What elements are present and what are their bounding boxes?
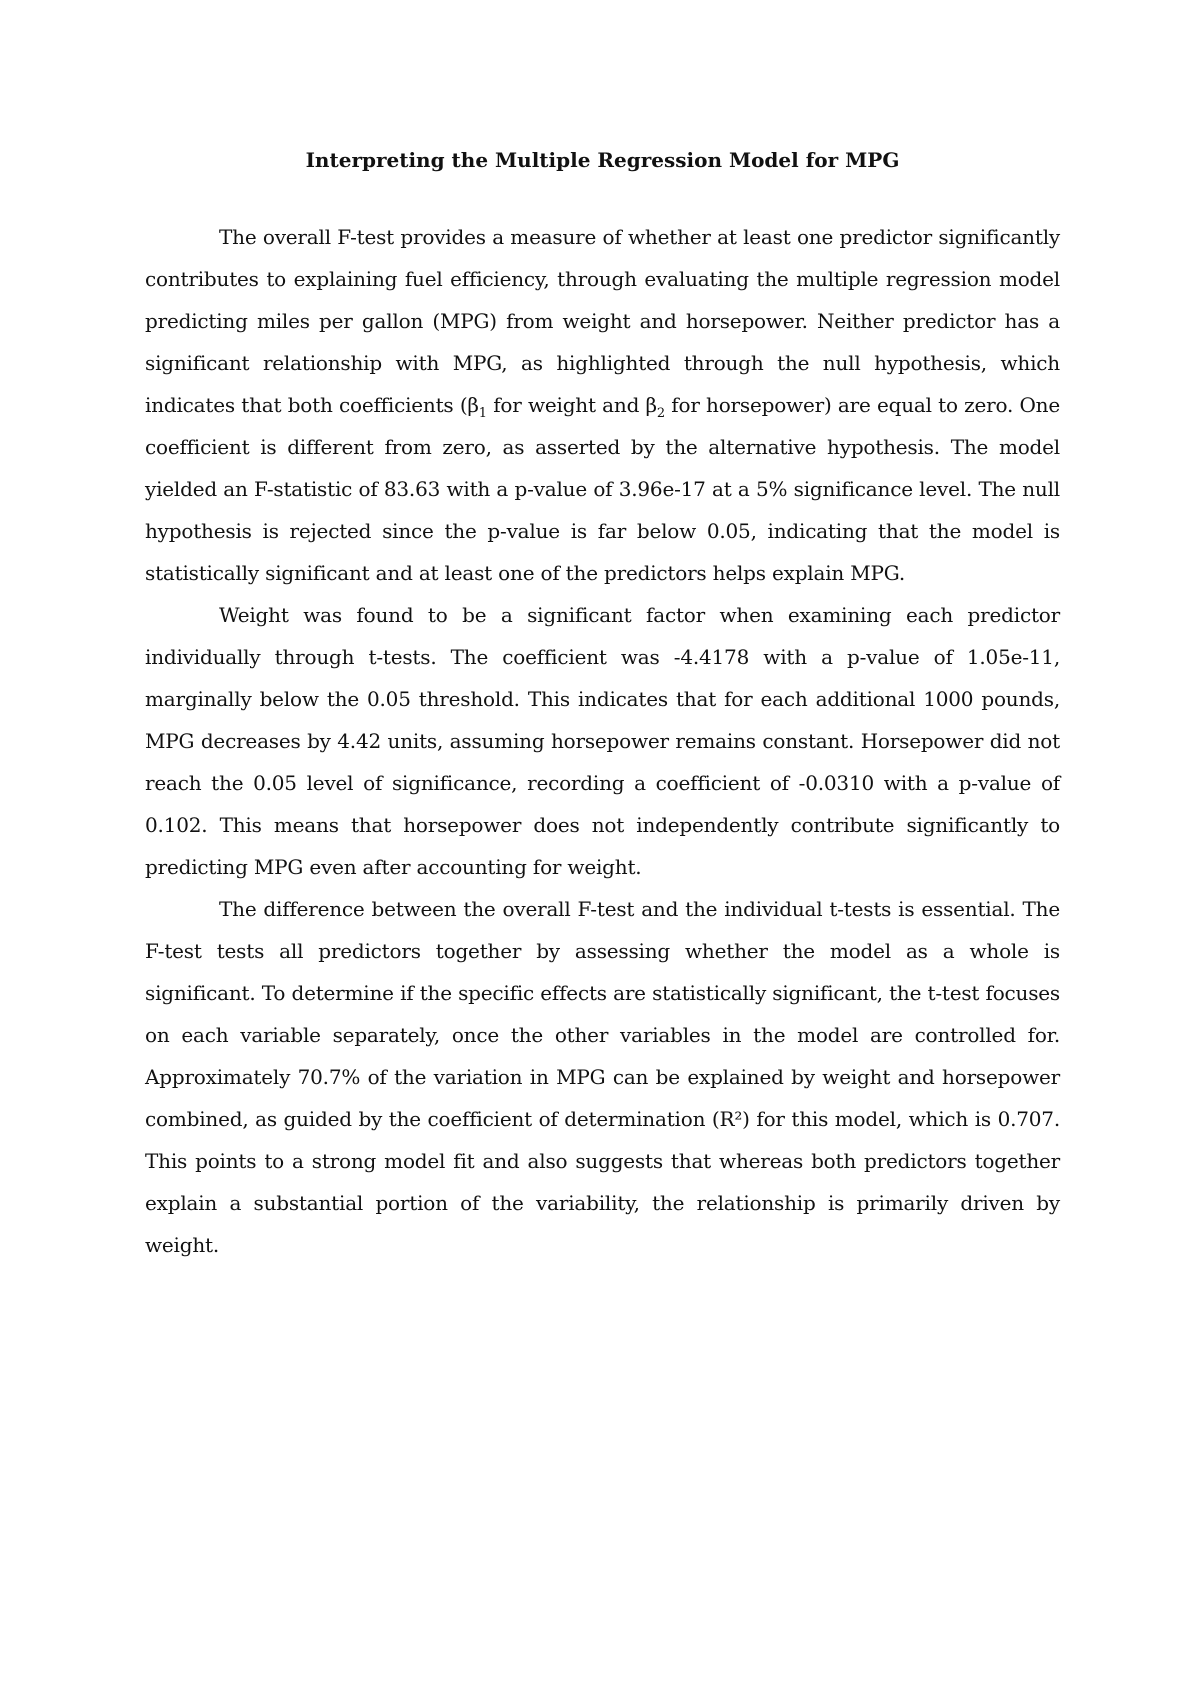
- paragraph-f-test-part-3: for horsepower) are equal to zero. One coefficient is different from zero, as asserted by the alternative hypothesis. The model yielded an F-statistic of 83.63 with a p-value of 3.96e-17 at a 5% significance level. The null hypothesis is rejected since the p-value is far below 0.05, indicating that the model is statistically significant and at least one of the predictors helps explain MPG.: [145, 393, 1060, 585]
- document-title: Interpreting the Multiple Regression Model for MPG: [305, 148, 900, 172]
- beta-1-subscript: 1: [478, 406, 487, 421]
- document-page: [145, 140, 1060, 1266]
- paragraph-f-test: [145, 216, 1060, 594]
- beta-2-subscript: 2: [656, 406, 665, 421]
- paragraph-f-test-part-2: for weight and β: [486, 393, 657, 417]
- paragraph-f-test-part-1: The overall F-test provides a measure of whether at least one predictor significantly contributes to explaining fuel efficiency, through evaluating the multiple regression model predicting miles per gallon (MPG) from weight and horsepower. Neither predictor has a significant relationship with MPG, as highlighted through the null hypothesis, which indicates that both coefficients (β: [145, 225, 1060, 417]
- paragraph-t-tests: Weight was found to be a significant factor when examining each predictor individually through t-tests. The coefficient was -4.4178 with a p-value of 1.05e-11, marginally below the 0.05 threshold. This indicates that for each additional 1000 pounds, MPG decreases by 4.42 units, assuming horsepower remains constant. Horsepower did not reach the 0.05 level of significance, recording a coefficient of -0.0310 with a p-value of 0.102. This means that horsepower does not independently contribute significantly to predicting MPG even after accounting for weight.: [145, 603, 1060, 879]
- paragraph-comparison: The difference between the overall F-test and the individual t-tests is essential. The F-test tests all predictors together by assessing whether the model as a whole is significant. To determine if the specific effects are statistically significant, the t-test focuses on each variable separately, once the other variables in the model are controlled for. Approximately 70.7% of the variation in MPG can be explained by weight and horsepower combined, as guided by the coefficient of determination (R²) for this model, which is 0.707. This points to a strong model fit and also suggests that whereas both predictors together explain a substantial portion of the variability, the relationship is primarily driven by weight.: [145, 897, 1060, 1257]
